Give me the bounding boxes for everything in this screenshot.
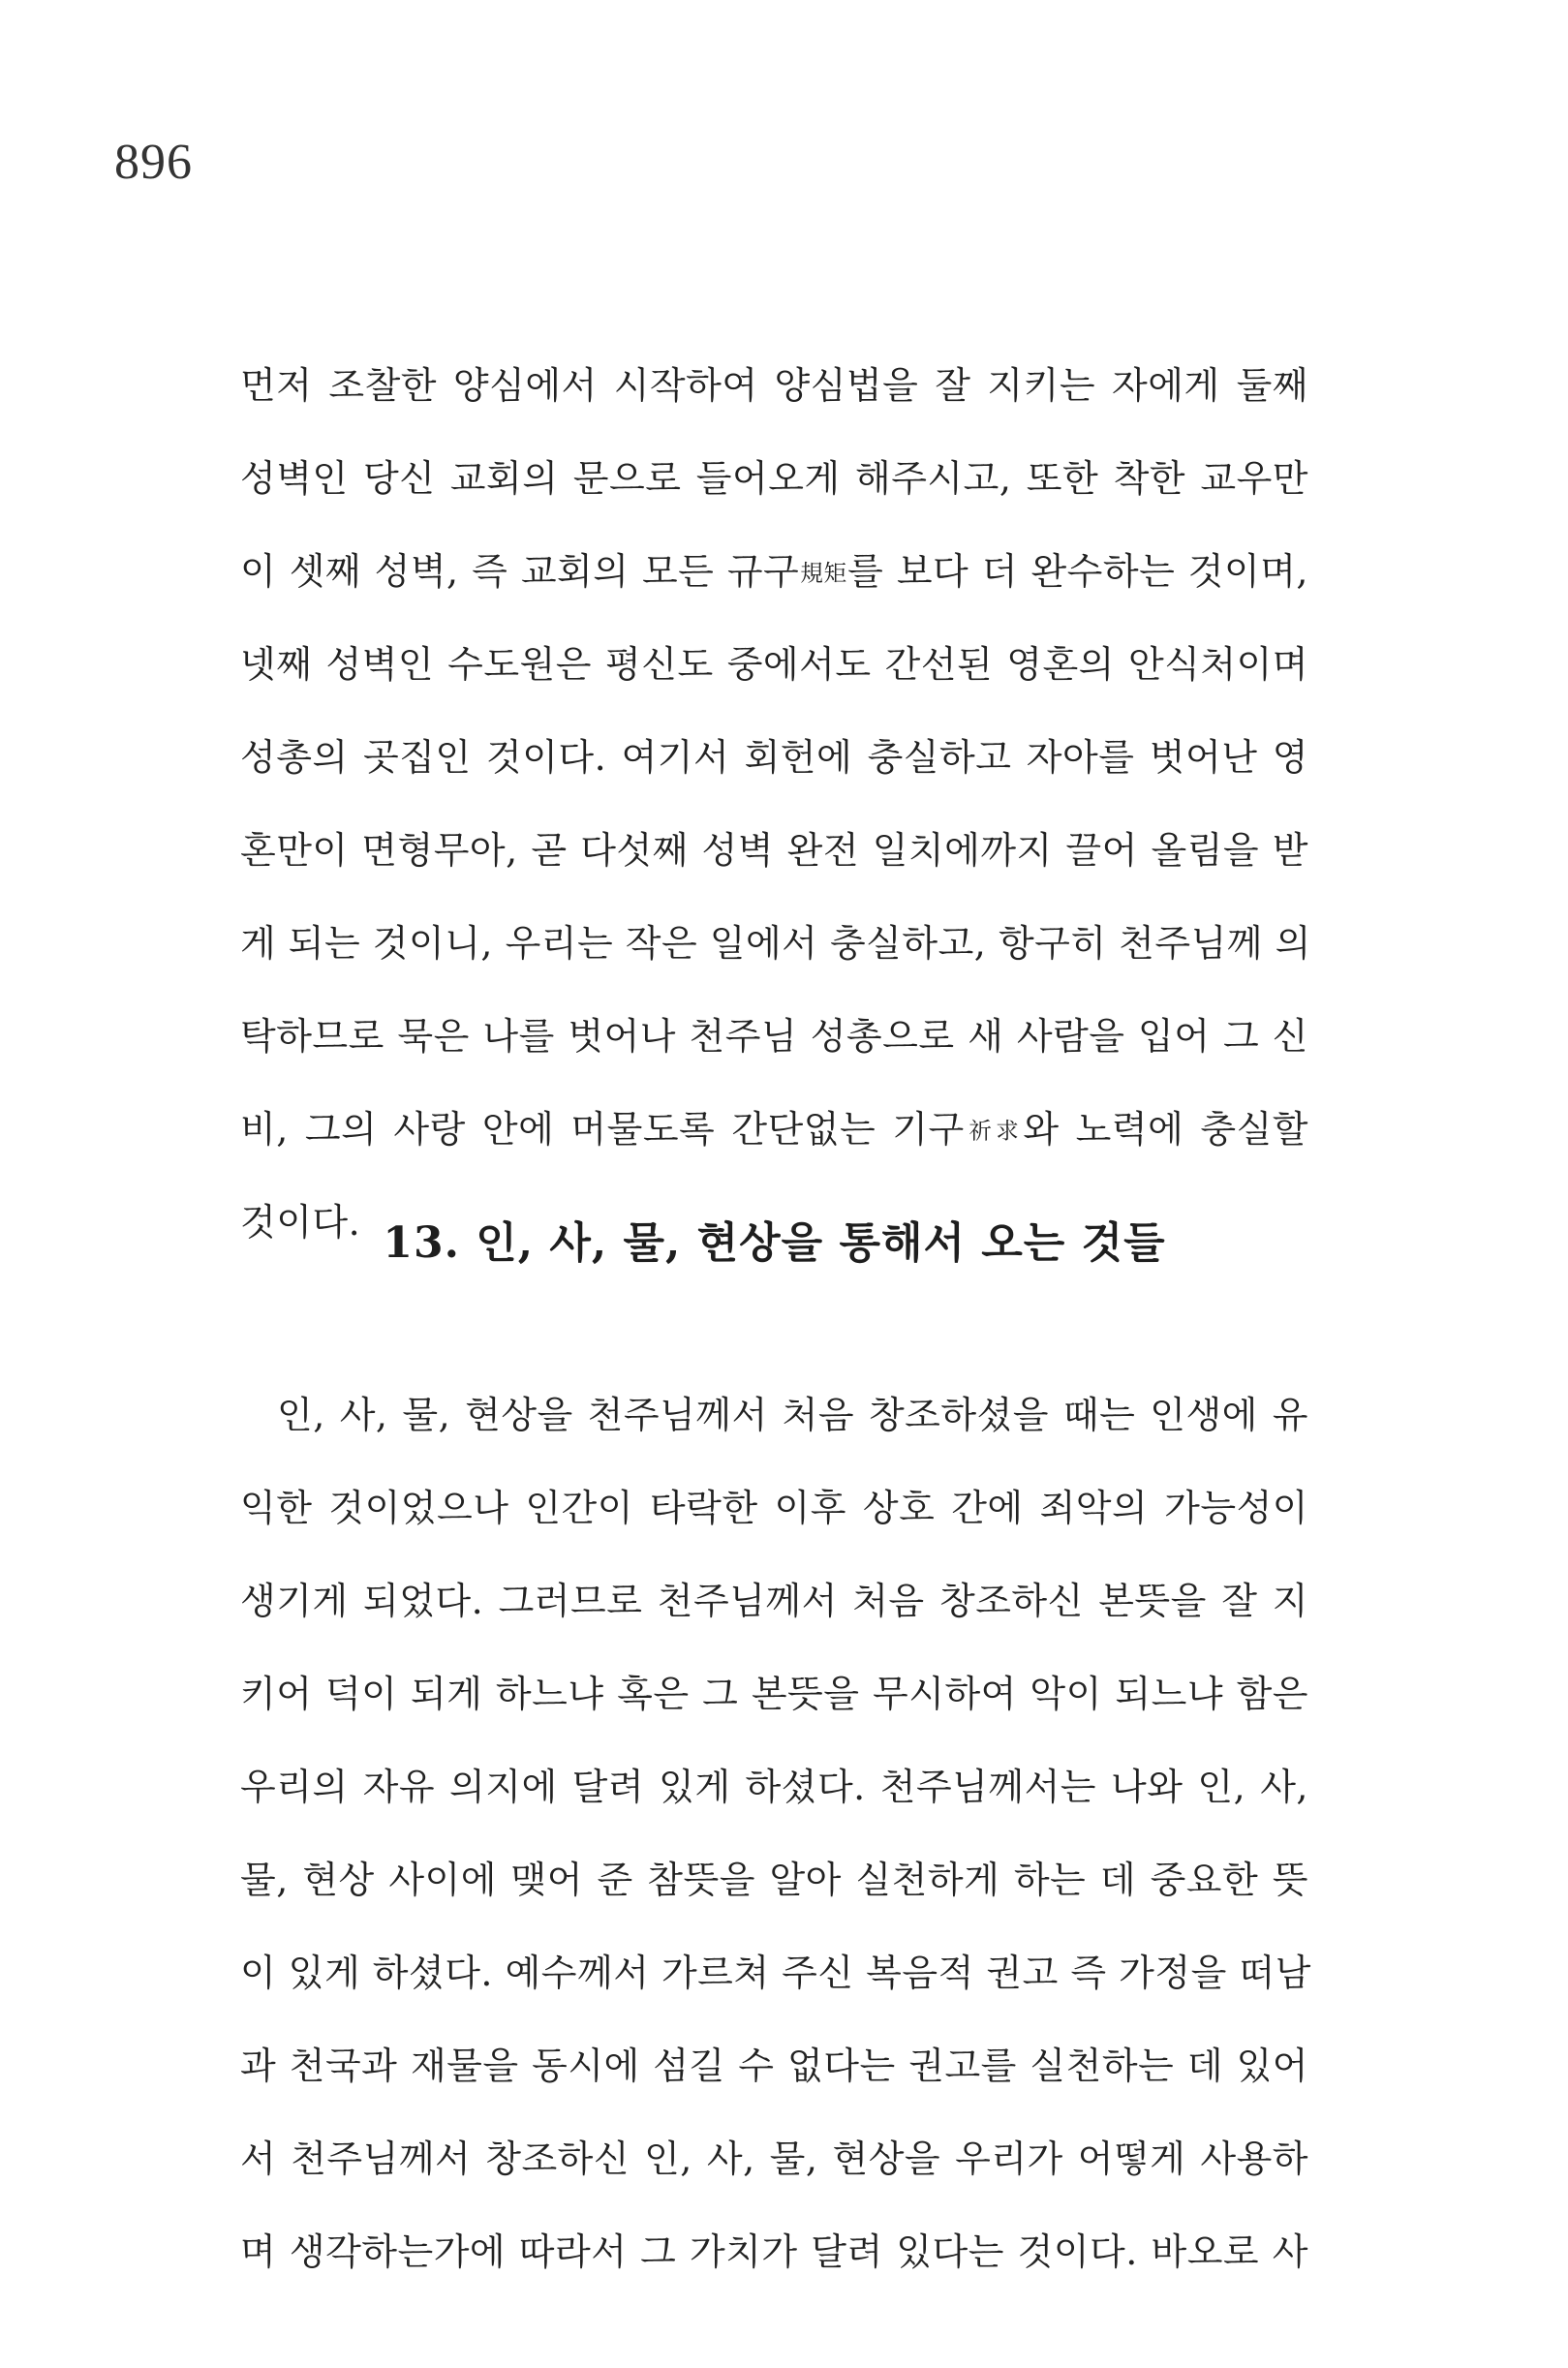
text-line: 며 생각하는가에 따라서 그 가치가 달려 있다는 것이다. 바오로 사 <box>240 2230 1308 2273</box>
text-line: 것이다. <box>240 1201 361 1244</box>
text-segment: 를 보다 더 완수하는 것이며, <box>847 550 1308 593</box>
hanja-annotation: 規矩 <box>799 559 848 587</box>
text-line: 성벽인 당신 교회의 문으로 들어오게 해주시고, 또한 착한 교우만 <box>240 457 1308 500</box>
text-segment: 이 셋째 성벽, 즉 교회의 모든 규구 <box>240 550 800 593</box>
text-line: 인, 사, 물, 현상을 천주님께서 처음 창조하셨을 때는 인생에 유 <box>277 1394 1308 1436</box>
page-number: 896 <box>114 135 193 190</box>
text-line <box>240 1083 1308 1176</box>
text-line: 익한 것이었으나 인간이 타락한 이후 상호 간에 죄악의 가능성이 <box>240 1487 1308 1529</box>
text-line: 물, 현상 사이에 맺어 준 참뜻을 알아 실천하게 하는 데 중요한 뜻 <box>240 1859 1308 1901</box>
text-segment: 와 노력에 충실할 <box>1023 1108 1308 1151</box>
text-line: 성총의 곳집인 것이다. 여기서 회헌에 충실하고 자아를 벗어난 영 <box>240 736 1308 779</box>
text-line: 키어 덕이 되게 하느냐 혹은 그 본뜻을 무시하여 악이 되느냐 함은 <box>240 1673 1308 1715</box>
text-line: 먼저 조찰한 양심에서 시작하여 양심법을 잘 지키는 자에게 둘째 <box>240 364 1308 407</box>
text-line: 게 되는 것이니, 우리는 작은 일에서 충실하고, 항구히 천주님께 의 <box>240 922 1311 965</box>
text-line: 이 있게 하셨다. 예수께서 가르쳐 주신 복음적 권고 즉 가정을 떠남 <box>240 1952 1311 1994</box>
text-line: 탁하므로 묵은 나를 벗어나 천주님 성총으로 새 사람을 입어 그 신 <box>240 1015 1308 1058</box>
text-line: 과 천국과 재물을 동시에 섬길 수 없다는 권고를 실천하는 데 있어 <box>240 2045 1308 2087</box>
section-heading: 13. 인, 사, 물, 현상을 통해서 오는 것들 <box>383 1218 1166 1268</box>
paragraph-2 <box>240 1369 1311 2298</box>
text-line: 혼만이 면형무아, 곧 다섯째 성벽 완전 일치에까지 끌어 올림을 받 <box>240 829 1308 872</box>
text-line: 넷째 성벽인 수도원은 평신도 중에서도 간선된 영혼의 안식처이며 <box>240 643 1308 686</box>
text-line <box>240 525 1308 618</box>
hanja-annotation: 祈求 <box>964 1117 1024 1145</box>
text-line: 생기게 되었다. 그러므로 천주님께서 처음 창조하신 본뜻을 잘 지 <box>240 1580 1308 1622</box>
text-segment: 비, 그의 사랑 안에 머물도록 간단없는 기구 <box>240 1108 965 1151</box>
paragraph-1 <box>240 339 1311 1269</box>
text-line: 서 천주님께서 창조하신 인, 사, 물, 현상을 우리가 어떻게 사용하 <box>240 2137 1308 2180</box>
text-line: 우리의 자유 의지에 달려 있게 하셨다. 천주님께서는 나와 인, 사, <box>240 1766 1308 1808</box>
